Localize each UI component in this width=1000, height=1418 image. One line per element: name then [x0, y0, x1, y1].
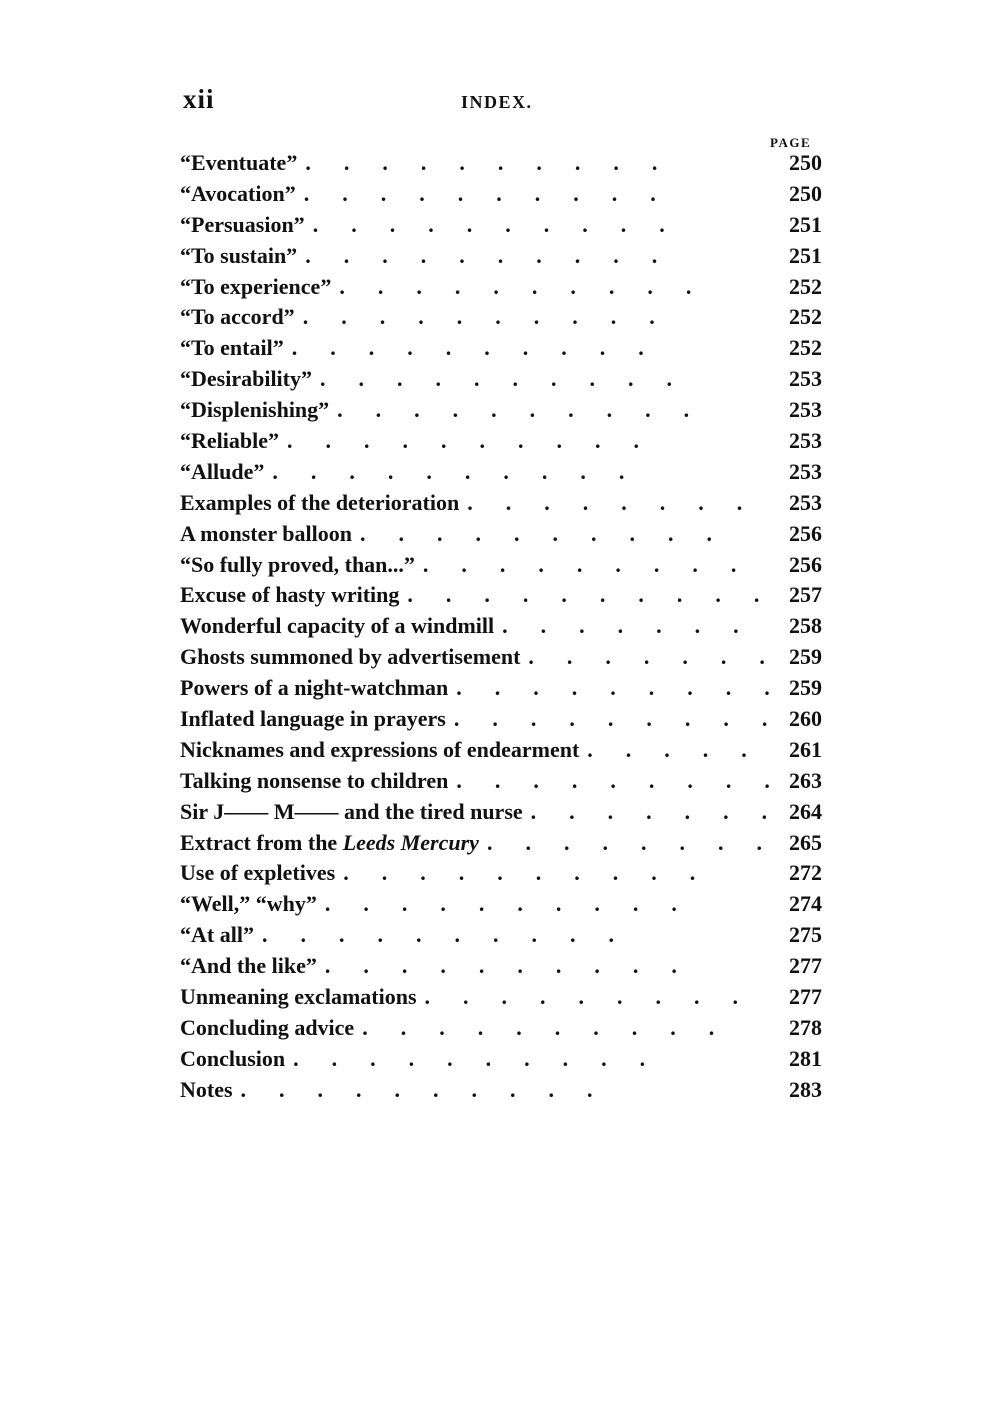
- entry-page-number: 259: [789, 644, 822, 670]
- entry-page-number: 252: [789, 335, 822, 361]
- entry-title: Use of expletives: [180, 860, 336, 886]
- entry-title: “Eventuate”: [180, 150, 298, 175]
- dot-leader: [337, 397, 770, 423]
- page-number: xii: [183, 84, 215, 114]
- index-entry: [180, 984, 822, 1015]
- index-entry: [180, 459, 822, 490]
- index-entry: [180, 799, 822, 830]
- entry-title: Examples of the deterioration: [180, 489, 460, 515]
- entry-page-number: 252: [789, 273, 822, 299]
- entry-page-number: 264: [789, 798, 822, 824]
- entry-title: A monster balloon: [180, 520, 352, 546]
- running-title: INDEX.: [461, 92, 533, 112]
- running-header: [183, 84, 823, 116]
- index-entry: [180, 706, 822, 737]
- index-entry: [180, 150, 822, 181]
- entry-title: “To sustain”: [180, 242, 298, 268]
- entry-title: Notes: [180, 1076, 233, 1102]
- entry-page-number: 253: [789, 428, 822, 454]
- index-entry: [180, 891, 822, 922]
- entry-page-number: 272: [789, 860, 822, 886]
- index-entry: [180, 1046, 822, 1077]
- entry-title: [180, 830, 479, 856]
- dot-leader: [293, 1046, 770, 1072]
- dot-leader: [407, 582, 770, 608]
- entry-title: Concluding advice: [180, 1014, 355, 1040]
- dot-leader: [425, 984, 771, 1010]
- entry-title: Inflated language in prayers: [180, 706, 446, 732]
- entry-page-number: 274: [789, 891, 822, 917]
- dot-leader: [241, 1077, 770, 1103]
- entry-title: “Persuasion”: [180, 211, 305, 237]
- index-entry: [180, 953, 822, 984]
- entry-page-number: 253: [789, 366, 822, 392]
- entry-title: “To accord”: [180, 304, 295, 330]
- index-entry: [180, 212, 822, 243]
- entry-title: Powers of a night-watchman: [180, 675, 449, 701]
- entry-title: Wonderful capacity of a windmill: [180, 613, 495, 639]
- entry-title: “To experience”: [180, 273, 332, 299]
- entry-page-number: 281: [789, 1045, 822, 1071]
- dot-leader: [343, 860, 770, 886]
- entry-page-number: 258: [789, 613, 822, 639]
- index-entries: [180, 150, 822, 1108]
- dot-leader: [303, 304, 770, 330]
- index-entry: [180, 922, 822, 953]
- dot-leader: [339, 274, 770, 300]
- index-entry: [180, 428, 822, 459]
- index-entry: [180, 274, 822, 305]
- dot-leader: [287, 428, 770, 454]
- entry-title: Talking nonsense to children: [180, 767, 449, 793]
- index-entry: [180, 490, 822, 521]
- entry-title-prefix: Extract from the: [180, 829, 343, 855]
- dot-leader: [502, 613, 770, 639]
- entry-title-italic: Leeds Mercury: [342, 829, 479, 855]
- entry-page-number: 261: [789, 736, 822, 762]
- entry-page-number: 278: [789, 1014, 822, 1040]
- dot-leader: [313, 212, 770, 238]
- dot-leader: [362, 1015, 770, 1041]
- entry-page-number: 256: [789, 551, 822, 577]
- dot-leader: [456, 675, 770, 701]
- index-entry: [180, 1015, 822, 1046]
- entry-title: “Well,” “why”: [180, 891, 317, 917]
- entry-title: “Avocation”: [180, 180, 296, 206]
- entry-title: “Allude”: [180, 458, 265, 484]
- entry-title: “Displenishing”: [180, 397, 330, 423]
- dot-leader: [262, 922, 770, 948]
- entry-title: Sir J—— M—— and the tired nurse: [180, 798, 523, 824]
- entry-page-number: 283: [789, 1076, 822, 1102]
- entry-page-number: 275: [789, 922, 822, 948]
- entry-title: “Desirability”: [180, 366, 312, 392]
- index-entry: [180, 552, 822, 583]
- dot-leader: [325, 891, 770, 917]
- index-entry: [180, 860, 822, 891]
- entry-page-number: 253: [789, 458, 822, 484]
- entry-page-number: 250: [789, 150, 822, 175]
- entry-title: “Reliable”: [180, 428, 279, 454]
- entry-title: Nicknames and expressions of endearment: [180, 736, 580, 762]
- dot-leader: [487, 830, 770, 856]
- dot-leader: [304, 181, 770, 207]
- entry-title: Excuse of hasty writing: [180, 582, 400, 608]
- dot-leader: [325, 953, 770, 979]
- dot-leader: [528, 644, 770, 670]
- entry-page-number: 253: [789, 489, 822, 515]
- entry-page-number: 263: [789, 767, 822, 793]
- dot-leader: [454, 706, 770, 732]
- dot-leader: [360, 521, 770, 547]
- dot-leader: [305, 150, 770, 176]
- entry-title: “At all”: [180, 922, 254, 948]
- entry-page-number: 277: [789, 984, 822, 1010]
- entry-page-number: 251: [789, 211, 822, 237]
- entry-title: “And the like”: [180, 953, 317, 979]
- dot-leader: [272, 459, 770, 485]
- entry-title: “So fully proved, than...”: [180, 551, 415, 577]
- entry-page-number: 265: [789, 829, 822, 855]
- dot-leader: [423, 552, 770, 578]
- entry-page-number: 260: [789, 706, 822, 732]
- dot-leader: [531, 799, 770, 825]
- entry-title: “To entail”: [180, 335, 284, 361]
- entry-page-number: 252: [789, 304, 822, 330]
- entry-page-number: 277: [789, 953, 822, 979]
- index-entry: [180, 335, 822, 366]
- entry-page-number: 251: [789, 242, 822, 268]
- index-entry: [180, 768, 822, 799]
- index-entry: [180, 644, 822, 675]
- index-entry: [180, 304, 822, 335]
- index-entry: [180, 243, 822, 274]
- entry-page-number: 250: [789, 180, 822, 206]
- entry-page-number: 253: [789, 397, 822, 423]
- entry-title: Unmeaning exclamations: [180, 984, 417, 1010]
- index-entry: [180, 1077, 822, 1108]
- index-entry: [180, 613, 822, 644]
- index-entry: [180, 521, 822, 552]
- index-entry: [180, 582, 822, 613]
- index-entry: [180, 830, 822, 861]
- dot-leader: [467, 490, 770, 516]
- dot-leader: [292, 335, 770, 361]
- index-entry: [180, 737, 822, 768]
- dot-leader: [305, 243, 770, 269]
- dot-leader: [456, 768, 770, 794]
- index-entry: [180, 397, 822, 428]
- entry-title: Ghosts summoned by advertisement: [180, 644, 521, 670]
- entry-page-number: 256: [789, 520, 822, 546]
- dot-leader: [587, 737, 770, 763]
- entry-page-number: 257: [789, 582, 822, 608]
- index-entry: [180, 366, 822, 397]
- index-entry: [180, 675, 822, 706]
- entry-title: Conclusion: [180, 1045, 286, 1071]
- page-column-label: PAGE: [770, 135, 812, 150]
- index-entry: [180, 181, 822, 212]
- entry-page-number: 259: [789, 675, 822, 701]
- dot-leader: [320, 366, 770, 392]
